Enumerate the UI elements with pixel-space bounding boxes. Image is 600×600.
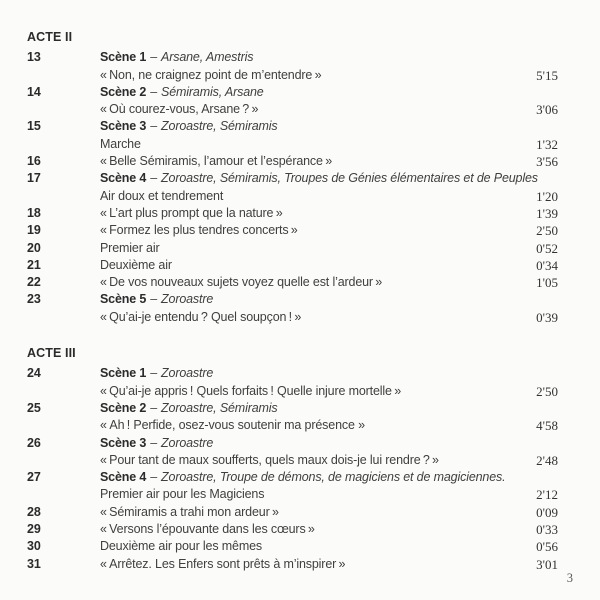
- scene-separator-dash: –: [150, 470, 158, 485]
- track-duration: 1'20: [536, 188, 558, 204]
- scene-separator-dash: –: [150, 292, 158, 307]
- scene-characters: Arsane, Amestris: [161, 50, 254, 65]
- track-row: [27, 469, 558, 504]
- track-duration: 3'01: [536, 556, 558, 572]
- track-number: 29: [27, 522, 41, 537]
- scene-characters: Sémiramis, Arsane: [161, 84, 264, 99]
- track-number: 21: [27, 257, 41, 272]
- track-duration: 2'48: [536, 452, 558, 468]
- track-title: « Ah ! Perfide, osez-vous soutenir ma présence »: [100, 418, 365, 433]
- scene-line: [100, 435, 512, 452]
- track-duration: 1'32: [536, 136, 558, 152]
- track-number: 13: [27, 50, 41, 65]
- scene-characters: Zoroastre: [161, 366, 214, 381]
- scene-label: Scène 4: [100, 470, 147, 485]
- track-title: « Versons l’épouvante dans les cœurs »: [100, 522, 315, 537]
- track-duration: 0'34: [536, 257, 558, 273]
- scene-label: Scène 2: [100, 84, 147, 99]
- scene-label: Scène 1: [100, 50, 147, 65]
- track-title: « Formez les plus tendres concerts »: [100, 223, 298, 238]
- track-duration: 4'58: [536, 418, 558, 434]
- scene-line: [100, 118, 512, 135]
- track-row: [27, 205, 558, 222]
- track-number: 24: [27, 366, 41, 381]
- scene-separator-dash: –: [150, 171, 158, 186]
- track-duration: 2'50: [536, 223, 558, 239]
- track-number: 26: [27, 435, 41, 450]
- track-duration: 3'56: [536, 154, 558, 170]
- track-number: 23: [27, 292, 41, 307]
- scene-label: Scène 1: [100, 366, 147, 381]
- act-section: [27, 29, 558, 326]
- track-content: [100, 153, 512, 170]
- page-number: 3: [566, 571, 573, 585]
- track-row: [27, 118, 558, 153]
- track-number: 15: [27, 119, 41, 134]
- track-row: [27, 274, 558, 291]
- track-number: 20: [27, 240, 41, 255]
- track-content: [100, 469, 512, 504]
- scene-line: [100, 84, 512, 101]
- track-row: [27, 291, 558, 326]
- scene-characters: Zoroastre, Sémiramis: [161, 400, 278, 415]
- track-row: [27, 257, 558, 274]
- track-number: 17: [27, 171, 41, 186]
- track-number: 19: [27, 223, 41, 238]
- track-title: « Arrêtez. Les Enfers sont prêts à m’inspirer »: [100, 556, 346, 571]
- scene-label: Scène 4: [100, 171, 147, 186]
- track-row: [27, 222, 558, 239]
- scene-line: [100, 365, 512, 382]
- act-heading: ACTE II: [27, 30, 73, 44]
- tracklist: [27, 29, 558, 573]
- track-content: [100, 274, 512, 291]
- act-section: [27, 345, 558, 573]
- track-duration: 5'15: [536, 67, 558, 83]
- track-title: « De vos nouveaux sujets voyez quelle est l’ardeur »: [100, 275, 383, 290]
- track-number: 25: [27, 400, 41, 415]
- scene-separator-dash: –: [150, 119, 158, 134]
- track-number: 16: [27, 154, 41, 169]
- scene-characters: Zoroastre: [161, 435, 214, 450]
- track-content: [100, 400, 512, 435]
- scene-separator-dash: –: [150, 84, 158, 99]
- track-title: « Belle Sémiramis, l’amour et l’espérance »: [100, 154, 332, 169]
- track-title: Deuxième air: [100, 257, 172, 272]
- track-title: Deuxième air pour les mêmes: [100, 539, 262, 554]
- track-number: 30: [27, 539, 41, 554]
- scene-line: [100, 400, 512, 417]
- track-number: 31: [27, 556, 41, 571]
- track-row: [27, 556, 558, 573]
- track-content: [100, 291, 512, 326]
- track-number: 14: [27, 84, 41, 99]
- track-duration: 2'12: [536, 487, 558, 503]
- track-number: 22: [27, 275, 41, 290]
- scene-separator-dash: –: [150, 50, 158, 65]
- track-title: « L’art plus prompt que la nature »: [100, 205, 283, 220]
- track-content: [100, 240, 512, 257]
- track-number: 18: [27, 205, 41, 220]
- track-row: [27, 538, 558, 555]
- track-title: Premier air pour les Magiciens: [100, 487, 265, 502]
- act-heading: ACTE III: [27, 346, 76, 361]
- track-title: « Où courez-vous, Arsane ? »: [100, 102, 259, 117]
- track-content: [100, 49, 512, 84]
- track-title: « Qu’ai-je entendu ? Quel soupçon ! »: [100, 309, 302, 324]
- track-title: « Sémiramis a trahi mon ardeur »: [100, 504, 279, 519]
- scene-characters: Zoroastre, Sémiramis, Troupes de Génies élémentaires et de Peuples: [161, 171, 538, 186]
- track-content: [100, 84, 512, 119]
- track-content: [100, 118, 512, 153]
- track-content: [100, 222, 512, 239]
- track-content: [100, 556, 512, 573]
- track-duration: 1'05: [536, 275, 558, 291]
- track-title: Air doux et tendrement: [100, 188, 224, 203]
- track-title: Marche: [100, 136, 141, 151]
- scene-label: Scène 2: [100, 400, 147, 415]
- track-row: [27, 365, 558, 400]
- scene-separator-dash: –: [150, 366, 158, 381]
- track-content: [100, 170, 538, 205]
- track-row: [27, 170, 558, 205]
- track-duration: 1'39: [536, 205, 558, 221]
- scene-line: [100, 49, 512, 66]
- track-duration: 0'09: [536, 504, 558, 520]
- track-row: [27, 240, 558, 257]
- scene-separator-dash: –: [150, 435, 158, 450]
- track-row: [27, 49, 558, 84]
- track-content: [100, 257, 512, 274]
- track-duration: 0'56: [536, 539, 558, 555]
- track-duration: 0'39: [536, 309, 558, 325]
- track-row: [27, 435, 558, 470]
- track-number: 27: [27, 470, 41, 485]
- track-row: [27, 504, 558, 521]
- track-row: [27, 521, 558, 538]
- scene-label: Scène 3: [100, 435, 147, 450]
- scene-characters: Zoroastre: [161, 292, 214, 307]
- track-title: « Qu’ai-je appris ! Quels forfaits ! Quelle injure mortelle »: [100, 383, 401, 398]
- track-title: Premier air: [100, 240, 160, 255]
- track-content: [100, 504, 512, 521]
- track-content: [100, 205, 512, 222]
- scene-label: Scène 5: [100, 292, 147, 307]
- scene-label: Scène 3: [100, 119, 147, 134]
- track-row: [27, 153, 558, 170]
- scene-line: [100, 291, 512, 308]
- track-number: 28: [27, 504, 41, 519]
- track-duration: 0'33: [536, 522, 558, 538]
- track-content: [100, 365, 512, 400]
- scene-separator-dash: –: [150, 400, 158, 415]
- track-title: « Pour tant de maux soufferts, quels maux dois-je lui rendre ? »: [100, 452, 439, 467]
- track-duration: 0'52: [536, 240, 558, 256]
- track-duration: 3'06: [536, 102, 558, 118]
- track-content: [100, 538, 512, 555]
- track-title: « Non, ne craignez point de m’entendre »: [100, 67, 322, 82]
- track-row: [27, 84, 558, 119]
- scene-line: [100, 170, 538, 187]
- scene-characters: Zoroastre, Sémiramis: [161, 119, 278, 134]
- scene-characters: Zoroastre, Troupe de démons, de magiciens et de magiciennes.: [161, 470, 506, 485]
- track-row: [27, 400, 558, 435]
- track-duration: 2'50: [536, 383, 558, 399]
- scene-line: [100, 469, 512, 486]
- track-content: [100, 521, 512, 538]
- track-content: [100, 435, 512, 470]
